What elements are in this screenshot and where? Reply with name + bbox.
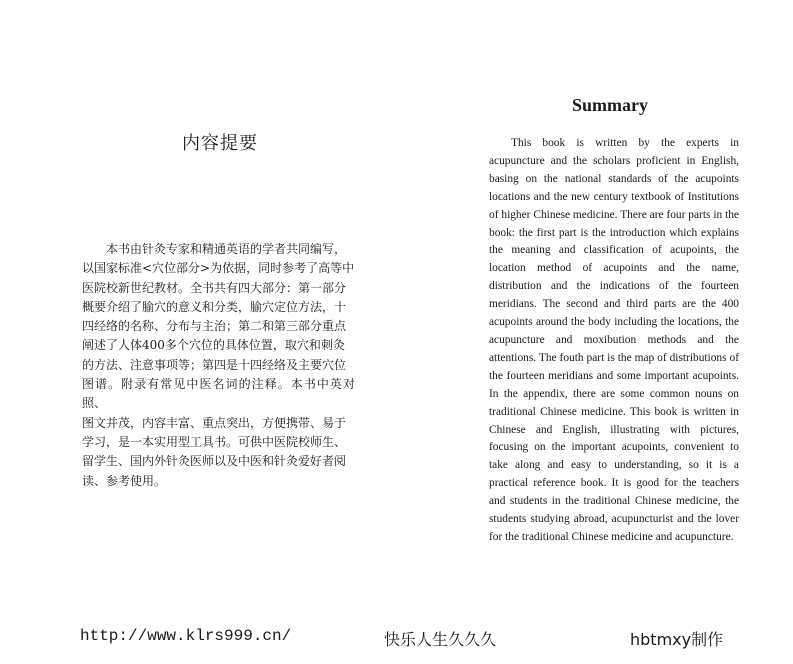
footer-url-link[interactable]: http://www.klrs999.cn/ [80, 627, 292, 645]
chinese-title: 内容提要 [182, 133, 258, 154]
english-summary-text: This book is written by the experts in acupuncture and the scholars proficient in English, basing on the national standards of the acupoints locations and the new century textbook of Institutions of higher Chinese medicine. There are four parts in the book: the first part is the introduction which explains the meaning and classification of acupoints, the location method of acupoints and the name, distribution and the indications of the fourteen meridians. The second and third parts are the 400 acupoints around the body including the locations, the acupuncture and moxibution methods and the attentions. The fouth part is the map of distributions of the fourteen meridians and some important acupoints. In the appendix, there are some common nouns on traditional Chinese medicine. This book is written in Chinese and English, illustrating with pictures, focusing on the important acupoints, convenient to take along and easy to understanding, so it is a practical reference book. It is good for the teachers and students in the traditional Chinese medicine, the students studying abroad, acupuncturist and the lover for the traditional Chinese medicine and acupuncture. [489, 137, 739, 543]
chinese-summary-text: 本书由针灸专家和精通英语的学者共同编写， 以国家标准<穴位部分>为依据，同时参考了高等中 医院校新世纪教材。全书共有四大部分：第一部分 概要介绍了腧穴的意义和分类，腧穴定位方法，十 四经络的名称、分布与主治；第二和第三部分重点 阐述了人体400多个穴位的具体位置，取穴和刺灸 的方法、注意事项等；第四是十四经络及主要穴位 图谱。附录有常见中医名词的注释。本书中英对照、 图文并茂，内容丰富、重点突出，方便携带、易于 学习，是一本实用型工具书。可供中医院校师生、 留学生、国内外针灸医师以及中医和针灸爱好者阅 读、参考使用。 [82, 242, 355, 488]
footer-site-name: 快乐人生久久久 [384, 630, 497, 649]
english-title: Summary [572, 95, 648, 115]
footer-credit: hbtmxy制作 [630, 630, 724, 649]
